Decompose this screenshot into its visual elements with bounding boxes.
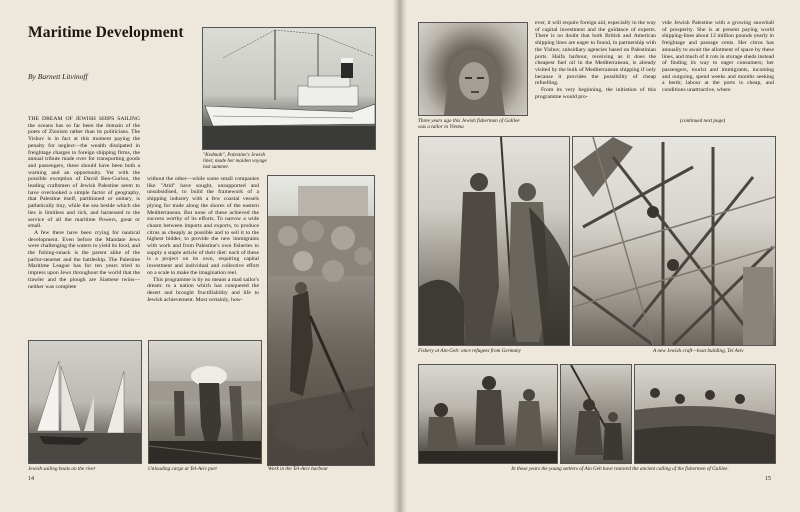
left-column-1 (28, 116, 140, 290)
paragraph: This programme is by no means a mad sailor's dream: to a nation which has conquered the desert and brought fructifiability and life to Jewish achievement. Most certainly, how- (147, 276, 259, 303)
settlers-photo-3 (634, 364, 776, 464)
paragraph: without the other—while some small companies like "Atid" have sought, unsupported and unsubsidised, to build the framework of a shipping industry with a few coastal vessels plying for trade along the shores of the eastern Mediterranean. But none of these achieved the success worthy of its efforts. To narrow a wide chasm between imports and exports, to produce citrus as cheaply as possible and to sell it to the highest bidder, to provide the new immigrants with work and from Palestine's own fisheries to supply a staple article of their diet: each of these is a project on its own, requiring capital investment and individual and collective effort on a scale to make the imagination reel. (147, 176, 259, 276)
paragraph: From its very beginning, the initiation of this programme would pro- (535, 87, 656, 100)
left-column-2 (147, 176, 259, 303)
sailing-photo (28, 340, 142, 464)
boatbuilding-caption: A new Jewish craft—boat building, Tel Aviv (653, 348, 744, 354)
right-page (400, 0, 800, 512)
fisherman-portrait (418, 22, 528, 116)
settlers-photo-2 (560, 364, 632, 464)
right-column-2 (662, 20, 774, 94)
paragraph: vide Jewish Palestine with a growing snowball of prosperity. She is at present paying world shipping-lines about 12 million pounds yearly in freightage and passage cents. Her citrus has annually to await the allotment of space by these lines, and much of it rots in storage sheds instead of finding its way to eager consumers; her passengers, tourist and immigrants, incoming and outgoing, spend weeks and months seeking a berth; labour at the ports is cheap, and conditions unattractive, where (662, 20, 774, 94)
paragraph: A few there have been crying for nautical development. Even before the Mandate Jews were challenging the waters to yield its food, and the fishing-smack is the parent alike of the parlor-steamer and the battleship. The Palestine Maritime League has for ten years tried to impress upon Jews throughout the world that the trawler and the plough are Siamese twins—neither was complete (28, 229, 140, 290)
article-byline: By Barnett Litvinoff (28, 72, 88, 81)
settlers-photo-1 (418, 364, 558, 464)
ship-photo (202, 27, 376, 150)
harbour-photo (267, 175, 375, 466)
boatbuilding-photo (572, 136, 776, 346)
page-number-left: 14 (28, 476, 34, 482)
sailing-caption: Jewish sailing boats on the river (28, 466, 96, 472)
settlers-caption: In these years the young settlers of Ain Geb have restored the ancient calling of the fishermen of Galilee. (511, 466, 729, 472)
page-gutter (393, 0, 407, 512)
ship-caption: "Kedmah", Palestine's Jewish liner, made her maiden voyage last summer. (203, 152, 267, 170)
page-number-right: 15 (765, 476, 771, 482)
cargo-photo (148, 340, 262, 464)
harbour-caption: Work in the Tel-Aviv harbour (268, 466, 329, 472)
right-column-1 (535, 20, 656, 100)
article-title: Maritime Development (28, 24, 184, 41)
continued-note: (continued next page) (680, 118, 726, 124)
cargo-caption: Unloading cargo at Tel-Aviv port (148, 466, 217, 472)
paragraph: ever, it will require foreign aid, especially in the way of capital investment and the guidance of experts. There is no doubt that both British and American shipping lines are eager to found, in partnership with the Yishuv, subsidiary agencies based on Palestinian ports. Haifa harbour, receiving as it does the cheapest fuel oil in the Mediterranean, is already visited by the bulk of Mediterranean shipping if only because it provides the possibility of cheap refuelling. (535, 20, 656, 87)
paragraph: THE DREAM OF JEWISH SHIPS SAILING the oceans has so far been the domain of the poets of Zionism rather than its politicians. The Yishuv is in fact at this moment paying the penalty for neglect—the wealth dissipated in freightage charges to foreign shipping firms, the annual tribute made over for transporting goods and passengers, these should have been both a warning and an opportunity. Yet with the possible exception of David Ben-Gurion, the leading craftsmen of Jewish Palestine seem to have overlooked a simple factor of geography, that Palestine itself, partitioned or unitary, is pathetically tiny, while the sea beside which she lies is limitless and rich, and harnessed to the service of all the maritime Powers, great or small. (28, 116, 140, 230)
fisherman-caption: Three years ago this Jewish fisherman of Galilee was a tailor in Vienna (418, 118, 520, 130)
fishery-caption: Fishery at Ain-Geb: once refugees from Germany (418, 348, 521, 354)
left-page (0, 0, 397, 512)
fishery-photo (418, 136, 570, 346)
